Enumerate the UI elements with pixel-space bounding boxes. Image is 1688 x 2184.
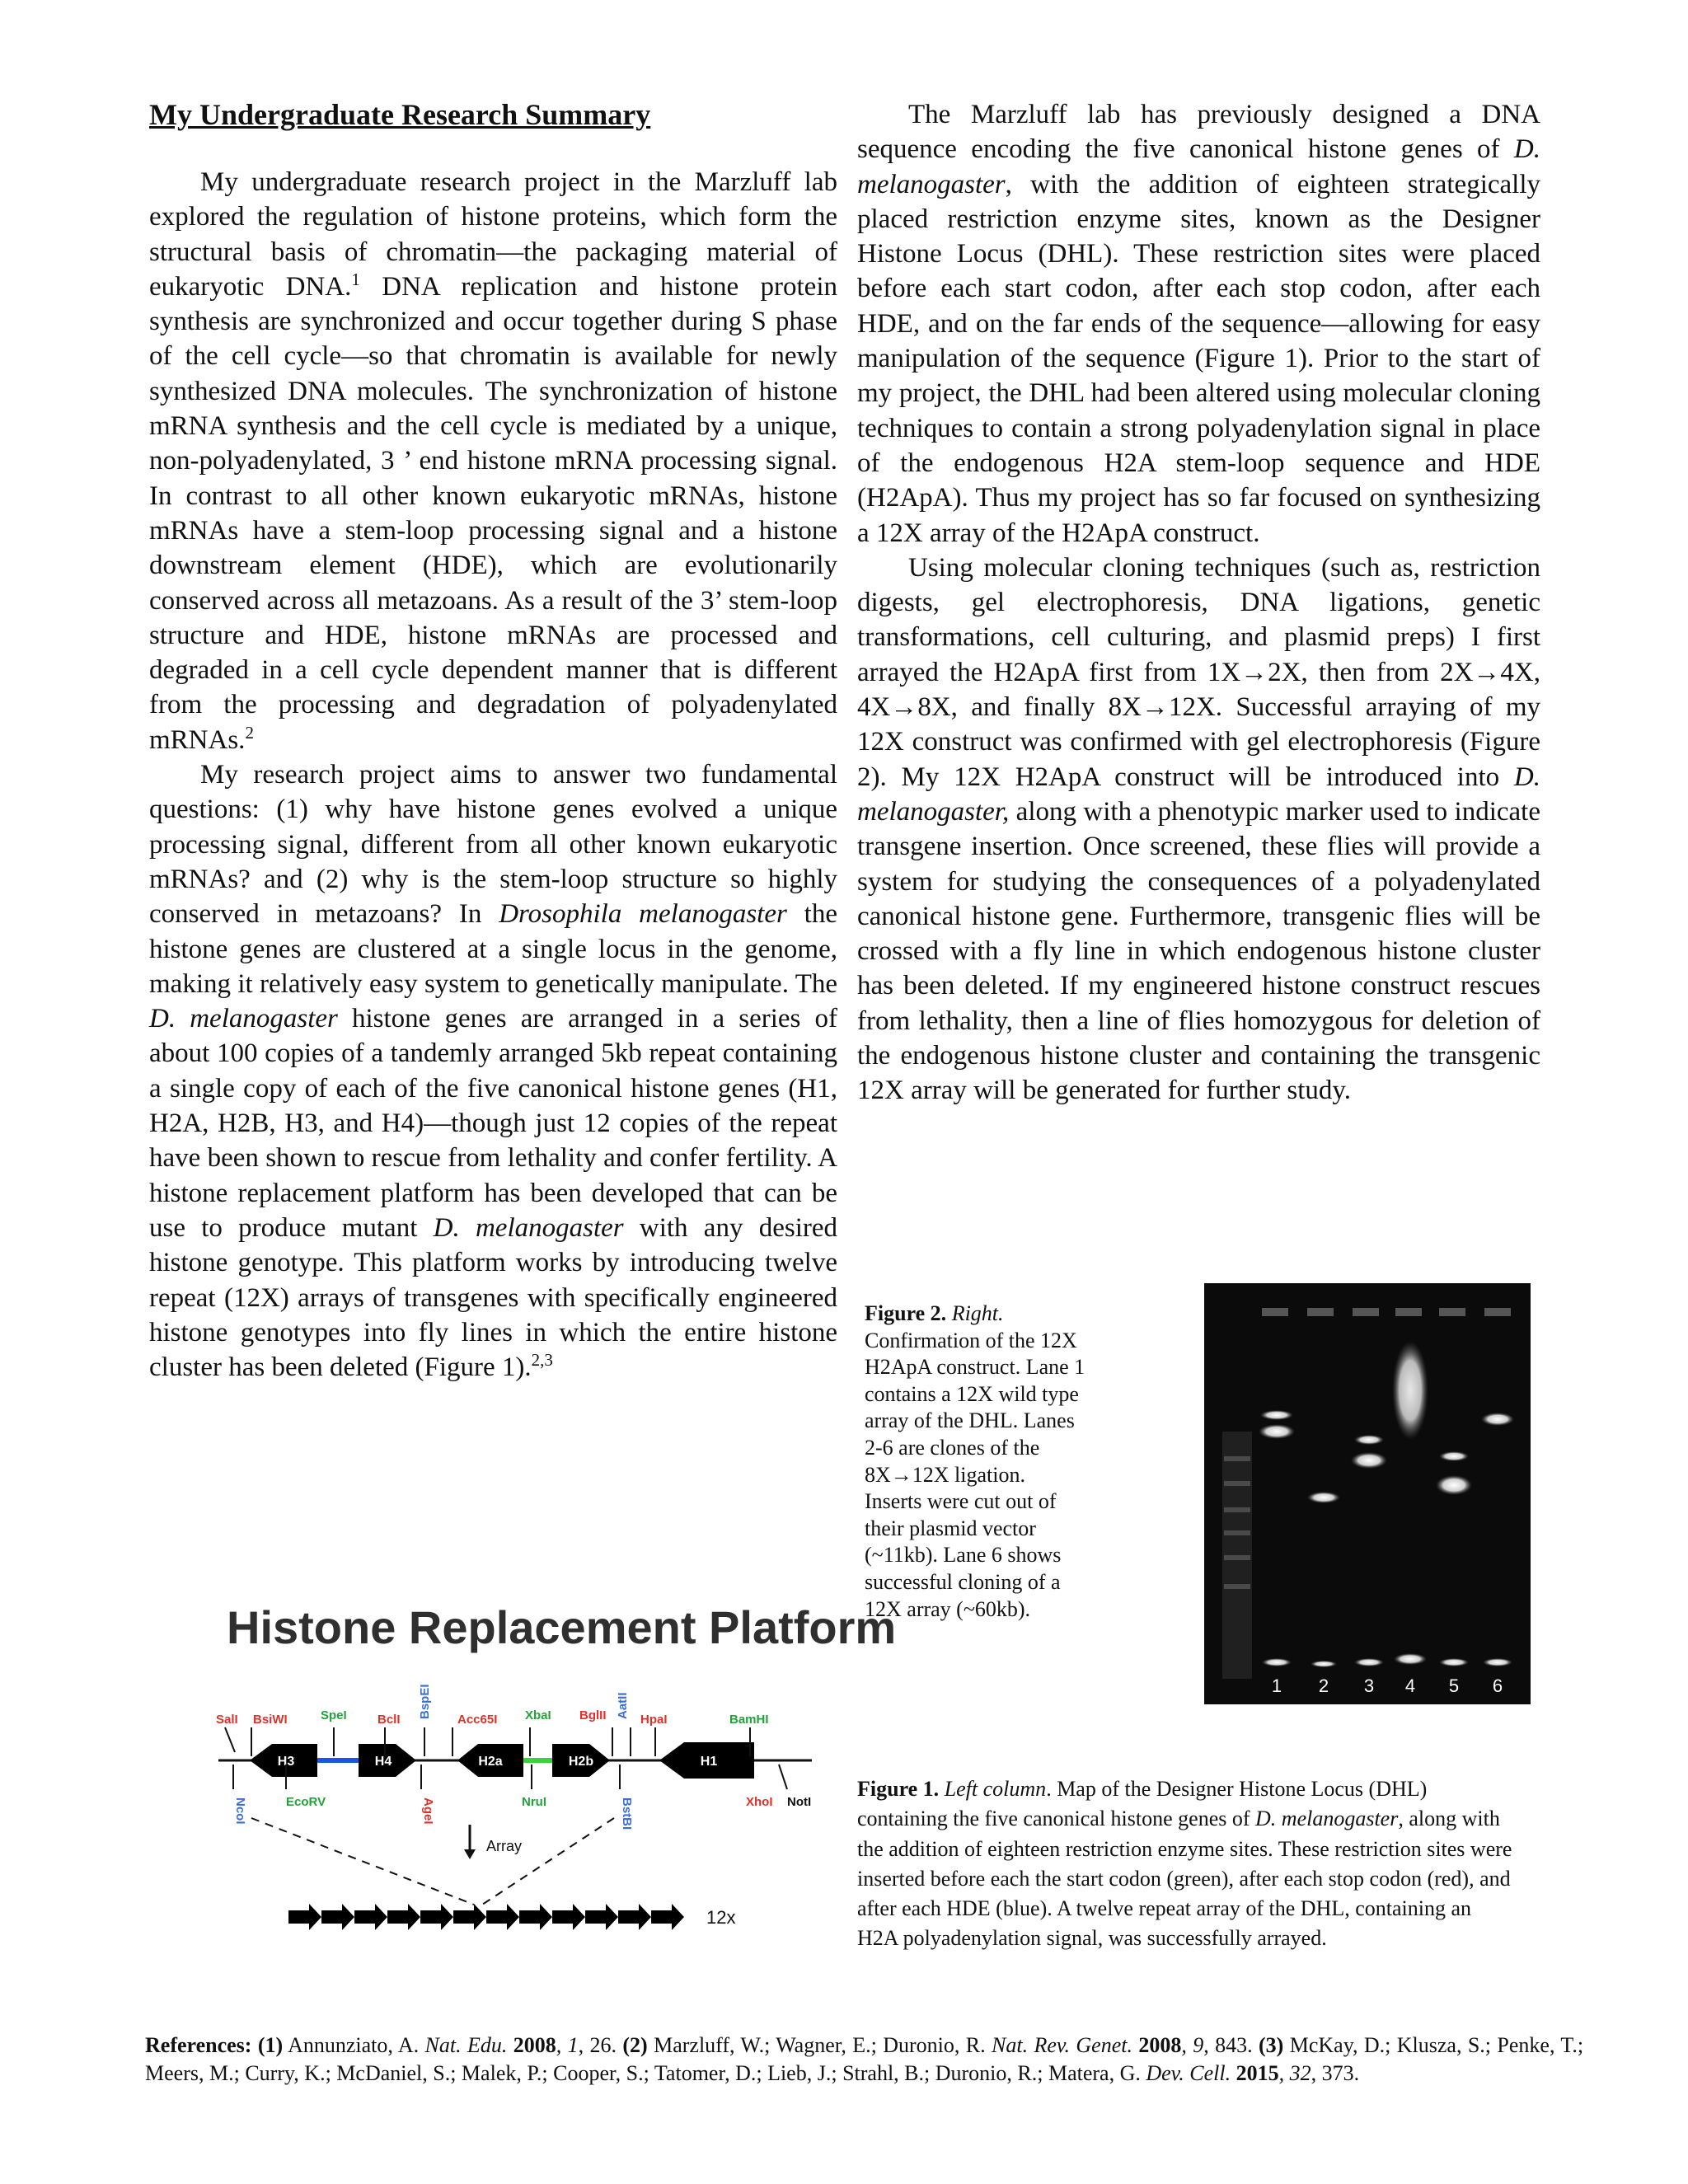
paragraph-dhl-t1: The Marzluff lab has previously designed a DNA sequence encoding the five canonical histone genes of — [857, 100, 1540, 165]
figure1-position: Left column — [939, 1777, 1047, 1801]
lane-label: 1 — [1271, 1675, 1282, 1696]
ref-journal: Nat. Edu. — [424, 2033, 508, 2057]
figure1-text-b: , along with the addition of eighteen restriction enzyme sites. These restriction sites were inserted before each the start codon (green), after each stop codon (red), and after each HDE (blue). A twelve repeat array of the DHL, containing an H2A polyadenylation signal, was successfully arrayed. — [857, 1807, 1512, 1951]
array-label: Array — [486, 1838, 523, 1854]
gene-label: H2a — [478, 1755, 503, 1769]
site-label: XbaI — [525, 1708, 551, 1722]
figure2-position: Right. — [946, 1301, 1004, 1325]
figure2-text: Confirmation of the 12X H2ApA construct. Lane 1 contains a 12X wild type array of the DHL. Lanes 2-6 are clones of the 8X→12X ligation. Inserts were cut out of their plasmid vector (~11kb). Lane 6 shows successful cloning of a 12X array (~60kb). — [865, 1328, 1085, 1621]
site-label: AatII — [616, 1692, 630, 1719]
figure1-text-a: . Map of the Designer Histone Locus (DHL) containing the five canonical histone genes of — [857, 1777, 1428, 1831]
page-title: My Undergraduate Research Summary — [149, 98, 651, 131]
ref-volume: , 9 — [1181, 2033, 1204, 2057]
site-label: EcoRV — [286, 1795, 326, 1809]
site-label: NotI — [787, 1795, 812, 1809]
paragraph-questions-t2: the histone genes are clustered at a single locus in the genome, making it relatively easy system to genetically manipulate. The — [149, 899, 837, 999]
gene-label: H2b — [568, 1755, 594, 1769]
species-name: D. melanogaster — [1255, 1807, 1399, 1831]
paragraph-intro — [149, 165, 837, 757]
lane-label: 6 — [1492, 1675, 1503, 1696]
paragraph-questions — [149, 757, 837, 1385]
citation-sup-2: 2 — [245, 722, 254, 743]
marker-60kb: ~60 kb→ — [1136, 1421, 1203, 1439]
site-label: NcoI — [233, 1797, 247, 1825]
references-label: References: — [145, 2033, 252, 2057]
ref-authors: Marzluff, W.; Wagner, E.; Duronio, R. — [647, 2033, 992, 2057]
ref-number: (1) — [251, 2033, 284, 2057]
citation-sup-23: 2,3 — [531, 1350, 553, 1371]
ref-authors: Annunziato, A. — [283, 2033, 425, 2057]
site-label: BspEI — [418, 1684, 432, 1719]
ref-journal: Dev. Cell. — [1146, 2061, 1231, 2085]
ref-pages: , 26. — [578, 2033, 623, 2057]
figure1-caption — [857, 1774, 1517, 1954]
ref-pages: , 843. — [1203, 2033, 1259, 2057]
site-label: BclI — [377, 1713, 401, 1727]
right-column — [857, 97, 1540, 1108]
gene-label: H1 — [700, 1755, 718, 1769]
species-name: D. melanogaster — [433, 1212, 624, 1243]
histone-locus-map — [218, 1604, 827, 1946]
ref-year: 2008 — [507, 2033, 556, 2057]
site-label: AgeI — [421, 1797, 435, 1825]
gene-label: H4 — [374, 1755, 392, 1769]
paragraph-methods-t1: Using molecular cloning techniques (such as, restriction digests, gel electrophoresis, DNA ligations, genetic transformations, cell culturing, and plasmid preps) I first arrayed the H2ApA first from 1X→2X, then from 2X→4X, 4X→8X, and finally 8X→12X. Successful arraying of my 12X construct was confirmed with gel electrophoresis (Figure 2). My 12X H2ApA construct will be introduced into — [857, 552, 1540, 792]
species-name: D. melanogaster — [149, 1004, 338, 1034]
ref-number: (2) — [622, 2033, 648, 2057]
gene-label: H3 — [277, 1755, 295, 1769]
figure1-title: Histone Replacement Platform — [227, 1601, 897, 1653]
figure2-caption — [865, 1301, 1087, 1623]
ref-authors: McKay, D.; Klusza, S.; Penke, T.; Meers, M.; Curry, K.; McDaniel, S.; Malek, P.; Cooper, S.; Tatomer, D.; Lieb, J.; Strahl, B.; Duronio, R.; Matera, G. — [145, 2033, 1584, 2085]
site-label: BglII — [579, 1708, 607, 1722]
site-label: SalI — [216, 1713, 238, 1727]
ref-year: 2015 — [1231, 2061, 1279, 2085]
paragraph-questions-t4: with any desired histone genotype. This platform works by introducing twelve repeat (12X) arrays of transgenes with specifically engineered histone genotypes into fly lines in which the entire histone cluster has been deleted (Figure 1). — [149, 1212, 838, 1383]
gel-electrophoresis-image — [1204, 1283, 1531, 1704]
paragraph-methods — [857, 551, 1540, 1108]
figure1-label: Figure 1. — [857, 1777, 940, 1801]
lane-label: 2 — [1318, 1675, 1329, 1696]
site-label: XhoI — [746, 1795, 773, 1809]
references — [145, 2032, 1583, 2088]
lane-label: 3 — [1363, 1675, 1375, 1696]
ref-journal: Nat. Rev. Genet. — [992, 2033, 1132, 2057]
left-column — [149, 97, 837, 1385]
site-label: SpeI — [321, 1708, 347, 1722]
site-label: NruI — [522, 1795, 546, 1809]
species-name: D. melanogaster, — [857, 762, 1540, 827]
lane-label: 4 — [1404, 1675, 1416, 1696]
figure2-label: Figure 2. — [865, 1301, 947, 1325]
ref-pages: , 373. — [1311, 2061, 1360, 2085]
paragraph-methods-t2: along with a phenotypic marker used to indicate transgene insertion. Once screened, these flies will provide a system for studying the consequences of a polyadenylated canonical histone gene. Furthermore, transgenic flies will be crossed with a fly line in which endogenous histone cluster has been deleted. If my engineered histone construct rescues from lethality, then a line of flies homozygous for deletion of the endogenous histone cluster and containing the transgenic 12X array will be generated for further study. — [857, 796, 1540, 1106]
site-label: BsiWI — [253, 1713, 288, 1727]
paragraph-intro-text-a: My undergraduate research project in the Marzluff lab explored the regulation of histone proteins, which form the structural basis of chromatin—the packaging material of eukaryotic DNA. — [149, 167, 837, 302]
citation-sup-1: 1 — [351, 269, 360, 289]
ref-number: (3) — [1259, 2033, 1284, 2057]
site-label: Acc65I — [457, 1713, 498, 1727]
ref-volume: , 32 — [1278, 2061, 1311, 2085]
ref-volume: , 1 — [556, 2033, 579, 2057]
site-label: BstBI — [620, 1797, 634, 1830]
species-name: D. melanogaster — [857, 134, 1540, 199]
species-name: Drosophila melanogaster — [499, 899, 787, 930]
site-label: HpaI — [640, 1713, 668, 1727]
paragraph-questions-t1: My research project aims to answer two fundamental questions: (1) why have histone genes evolved a unique processing signal, different from all other known eukaryotic mRNAs? and (2) why is the stem-loop structure so highly conserved in metazoans? In — [149, 760, 837, 930]
array-count: 12x — [706, 1907, 736, 1928]
site-label: BamHI — [729, 1713, 769, 1727]
paragraph-dhl — [857, 97, 1540, 551]
paragraph-intro-text-b: DNA replication and histone protein synthesis are synchronized and occur together during S phase of the cell cycle—so that chromatin is available for newly synthesized DNA molecules. The synchronization of histone mRNA synthesis and the cell cycle is mediated by a unique, non-polyadenylated, 3 ’ end histone mRNA processing signal. In contrast to all other known eukaryotic mRNAs, histone mRNAs have a stem-loop processing signal and a histone downstream element (HDE), which are evolutionarily conserved across all metazoans. As a result of the 3’ stem-loop structure and HDE, histone mRNAs are processed and degraded in a cell cycle dependent manner that is different from the processing and degradation of polyadenylated mRNAs. — [149, 271, 837, 755]
paragraph-dhl-t2: , with the addition of eighteen strategically placed restriction enzyme sites, known as the Designer Histone Locus (DHL). These restriction sites were placed before each start codon, after each stop codon, after each HDE, and on the far ends of the sequence—allowing for easy manipulation of the sequence (Figure 1). Prior to the start of my project, the DHL had been altered using molecular cloning techniques to contain a strong polyadenylation signal in place of the endogenous H2A stem-loop sequence and HDE (H2ApA). Thus my project has so far focused on synthesizing a 12X array of the H2ApA construct. — [857, 169, 1540, 548]
paragraph-questions-t3: histone genes are arranged in a series of about 100 copies of a tandemly arranged 5kb repeat containing a single copy of each of the five canonical histone genes (H1, H2A, H2B, H3, and H4)—though just 12 copies of the repeat have been shown to rescue from lethality and confer fertility. A histone replacement platform has been developed that can be use to produce mutant — [149, 1004, 837, 1243]
lane-label: 5 — [1448, 1675, 1460, 1696]
marker-11kb: ~11 kb→ — [1136, 1661, 1202, 1680]
ref-year: 2008 — [1132, 2033, 1182, 2057]
